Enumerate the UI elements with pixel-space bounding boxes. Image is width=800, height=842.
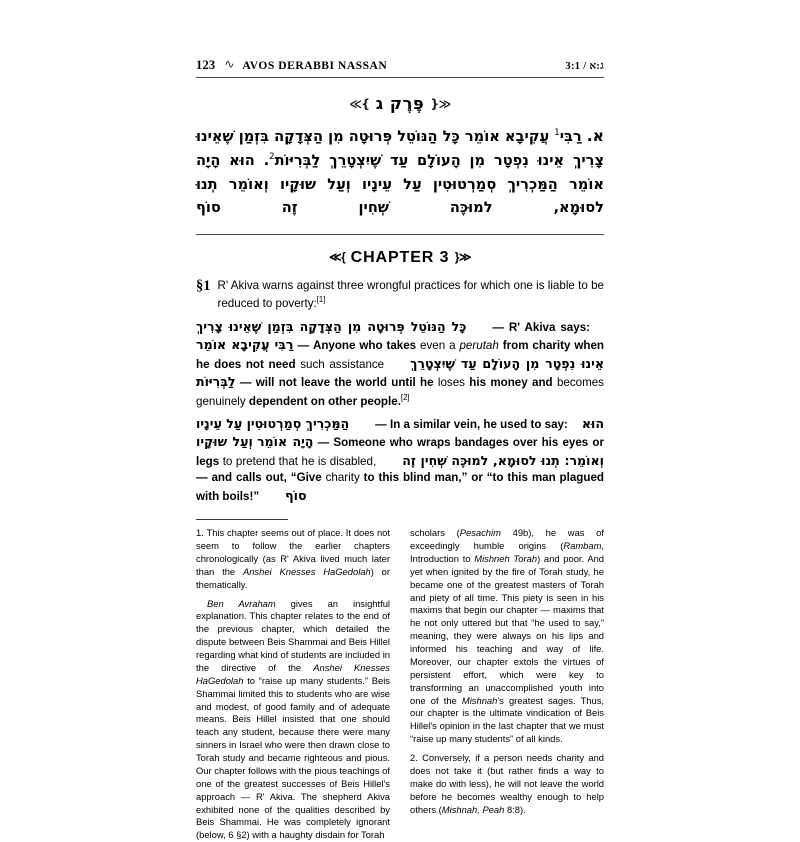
footnote-column-left <box>196 527 390 842</box>
hebrew-mishnah-text <box>196 124 604 220</box>
page-content <box>196 58 604 842</box>
hebrew-line-3: סְמַרְטוּטִין עַל עֵינָיו וְעַל שוּקָיו וְאוֹמֵר תְנוּ לסוּמָא, למוּכֶּה שְׁחִין זֶה סוֹף <box>196 175 604 217</box>
english-italic-perutah: perutah <box>459 339 499 353</box>
english-gloss-1h: leave the world until he <box>301 376 434 390</box>
ornament-left-icon-english: ≪{ <box>329 250 346 265</box>
hebrew-section <box>196 94 604 220</box>
running-head-left <box>196 58 387 73</box>
english-gloss-1a: — R' Akiva says: <box>492 320 590 334</box>
chapter-reference: 3:1 / ג:א <box>565 61 604 72</box>
english-gloss-2f: charity <box>325 471 360 485</box>
ornament-left-icon: ≪{ <box>430 97 451 111</box>
hebrew-mishnah-letter: א. <box>586 127 604 145</box>
footnote-column-right <box>410 527 604 842</box>
english-gloss-1j: his money and <box>469 376 553 390</box>
hebrew-chapter-title-text: פֶּרֶק ג <box>375 94 425 113</box>
english-gloss-2g: to this blind man,” or “to this man plagued with boils!” <box>196 471 604 503</box>
english-gloss-1g: — will not <box>239 376 297 390</box>
running-head <box>196 58 604 76</box>
english-gloss-2c: to pretend that he is disabled, <box>222 454 377 468</box>
english-gloss-1c: even a <box>420 339 456 353</box>
hebrew-line-1-rest: עֲקִיבָא אוֹמֵר כָּל הַנּוֹטֵל פְּרוּטָה מִן הַצְּדָקָה בִּזְמַן שֶׁאֵינוּ צָרִיךְ <box>196 128 604 170</box>
english-gloss-1b: — Anyone who takes <box>297 339 417 353</box>
section-intro <box>196 278 604 313</box>
english-gloss-1f: such assistance <box>300 357 385 371</box>
swash-ornament-icon: ∿ <box>224 57 234 71</box>
english-gloss-1n: on other people. <box>310 394 401 408</box>
footnote-separator <box>196 519 288 520</box>
english-chapter-title-text: CHAPTER 3 <box>350 249 450 267</box>
hebrew-chapter-heading <box>196 94 604 113</box>
hebrew-phrase-2b: וְעַל שוּקָיו <box>196 434 253 450</box>
english-gloss-2a: — In a similar vein, he used to say: <box>375 417 568 431</box>
hebrew-phrase-1a: כָּל הַנּוֹטֵל פְּרוּטָה מִן הַצְּדָקָה בִּזְמַן שֶׁאֵינוּ צָרִיךְ <box>196 318 467 334</box>
english-gloss-2d: — and calls out, <box>196 471 287 485</box>
footnote-paragraph: 2. Conversely, if a person needs charity and does not take it (but rather finds a way to make do with less), he will not leave the world before he becomes wealthy enough to help others (Mishnah, Peah 8:8). <box>410 752 604 815</box>
footnote-ref-2: [2] <box>400 392 410 402</box>
hebrew-footnote-ref-1: 1 <box>554 128 560 139</box>
hebrew-line-2-rest: . הוּא הָיָה אוֹמֵר הַמַּכְרִיךְ <box>196 152 604 193</box>
page-number: 123 <box>196 58 216 72</box>
footnotes-section <box>196 527 604 842</box>
english-chapter-heading <box>196 249 604 267</box>
hebrew-line-1: רַבִּי <box>559 128 582 145</box>
footnote-paragraph: 1. This chapter seems out of place. It does not seem to follow the earlier chapters chronologically (as R' Akiva lived much later than the Anshei Knesses HaGedolah) or thematically. <box>196 527 390 590</box>
commentary-paragraph-1 <box>196 318 604 410</box>
hebrew-footnote-ref-2: 2 <box>269 152 275 163</box>
commentary-paragraph-2 <box>196 415 604 505</box>
english-gloss-2e: “Give <box>290 471 322 485</box>
hebrew-phrase-2c: וְאוֹמֵר: תְנוּ לסוּמָא, למוּכֶּה שְׁחִין זֶה <box>402 452 604 468</box>
hebrew-english-divider <box>196 234 604 235</box>
hebrew-phrase-1b: אֵינוּ נִפְטָר מִן הָעוֹלָם עַד שֶׁיִצְטָרֵךְ לַבְּרִיּוֹת <box>196 355 604 390</box>
commentary-body <box>196 278 604 505</box>
english-gloss-1l: genuinely <box>196 394 246 408</box>
hebrew-phrase-2a-lead: הוּא הָיָה אוֹמֵר <box>256 415 604 450</box>
ornament-right-icon: }≫ <box>349 97 370 111</box>
english-gloss-2b: — Someone who wraps bandages over his eyes or legs <box>196 436 604 468</box>
hebrew-phrase-1a-lead: רַבִּי עֲקִיבָא אוֹמֵר <box>196 337 294 353</box>
footnote-ref-1: [1] <box>316 295 326 305</box>
english-gloss-1e: need <box>268 357 296 371</box>
english-gloss-1d: from charity when he does not <box>196 339 604 371</box>
section-intro-text <box>218 278 605 313</box>
footnote-paragraph: scholars (Pesachim 49b), he was of exceedingly humble origins (Rambam, Introduction to Mishneh Torah) and poor. And yet when ignited by the fire of Torah study, he became one of the greatest masters of Torah and piety of all time. This piety is seen in his maxims that begin our chapter — maxims that he not only uttered but that “he used to say,” meaning, they were always on his lips and informed his teaching and way of life. Moreover, our chapter extols the virtues of persistent effort, which were key to transforming an unaccomplished youth into one of the Mishnah's greatest sages. Thus, our chapter is the ultimate vindication of Beis Hillel's opinion in the last chapter that we must “raise up many students” of all kinds. <box>410 527 605 745</box>
english-gloss-1k: becomes <box>556 376 604 390</box>
hebrew-phrase-2d: סוֹף <box>285 487 307 503</box>
hebrew-phrase-2a: הַמַּכְרִיךְ סְמַרְטוּטִין עַל עֵינָיו <box>196 415 350 431</box>
english-gloss-1m: dependent <box>248 394 308 408</box>
footnote-paragraph: Ben Avraham gives an insightful explanation. This chapter relates to the end of the previous chapter, which detailed the dispute between Beis Shammai and Beis Hillel regarding what kind of students are included in the directive of the Anshei Knesses HaGedolah to “raise up many students.” Beis Shammai limited this to students who are wise and modest, of good family and of adequate means. Beis Hillel insisted that one should teach any student, because there were many sinners in Israel who were then drawn close to Torah study and became righteous and pious. Our chapter follows with the pious teachings of one of the greatest successes of Beis Hillel's approach — R' Akiva. The shepherd Akiva exhibited none of the qualities described by Beis Shammai. He was completely ignorant (below, 6 §2) with a haughty disdain for Torah <box>196 597 390 841</box>
english-gloss-1i: loses <box>437 376 465 390</box>
hebrew-line-2: אֵינוּ נִפְטָר מִן הָעוֹלָם עַד שֶׁיִצְטָרֵךְ לַבְּרִיּוֹת <box>274 152 565 170</box>
book-title: AVOS DERABBI NASSAN <box>242 60 388 72</box>
section-marker: §1 <box>196 278 211 295</box>
intro-sentence: R' Akiva warns against three wrongful practices for which one is liable to be reduced to poverty: <box>217 279 604 311</box>
header-divider <box>196 77 604 78</box>
ornament-right-icon-english: }≫ <box>454 250 471 265</box>
